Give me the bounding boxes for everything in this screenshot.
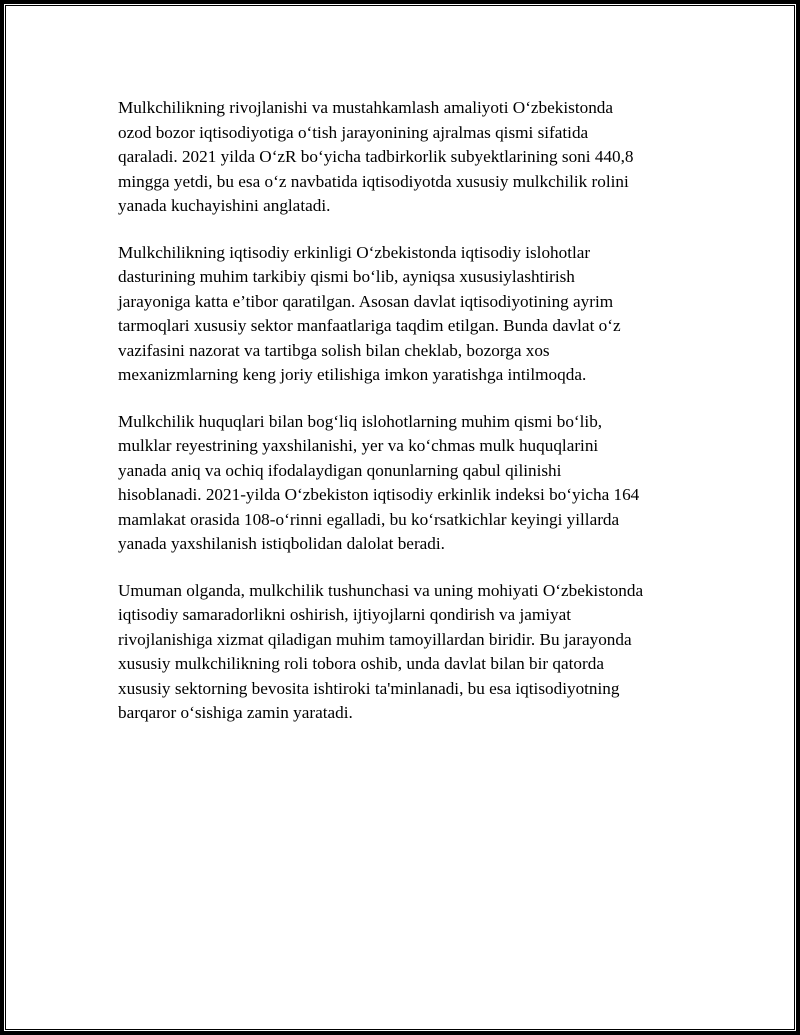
paragraph-4: Umuman olganda, mulkchilik tushunchasi va uning mohiyati O‘zbekistonda iqtisodiy samaradorlikni oshirish, ijtiyojlarni qondirish va jamiyat rivojlanishiga xizmat qiladigan muhim tamoyillardan biridir. Bu jarayonda xususiy mulkchilikning roli tobora oshib, unda davlat bilan bir qatorda xususiy sektorning bevosita ishtiroki ta'minlanadi, bu esa iqtisodiyotning barqaror o‘sishiga zamin yaratadi. bbox=[118, 580, 644, 722]
paragraph-2: Mulkchilikning iqtisodiy erkinligi O‘zbekistonda iqtisodiy islohotlar dasturining muhim tarkibiy qismi bo‘lib, ayniqsa xususiylashtirish jarayoniga katta e’tibor qaratilgan. Asosan davlat iqtisodiyotining ayrim tarmoqlari xususiy sektor manfaatlariga taqdim etilgan. Bunda davlat o‘z vazifasini nazorat va tartibga solish bilan cheklab, bozorga xos mexanizmlarning keng joriy etilishiga imkon yaratishga intilmoqda. bbox=[118, 242, 621, 384]
document-body bbox=[118, 96, 698, 748]
paragraph-3: Mulkchilik huquqlari bilan bog‘liq islohotlarning muhim qismi bo‘lib, mulklar reyestrining yaxshilanishi, yer va ko‘chmas mulk huquqlarini yanada aniq va ochiq ifodalaydigan qonunlarning qabul qilinishi hisoblanadi. 2021-yilda O‘zbekiston iqtisodiy erkinlik indeksi bo‘yicha 164 mamlakat orasida 108-o‘rinni egalladi, bu ko‘rsatkichlar keyingi yillarda yanada yaxshilanish istiqbolidan dalolat beradi. bbox=[118, 411, 640, 553]
paragraph-1: Mulkchilikning rivojlanishi va mustahkamlash amaliyoti O‘zbekistonda ozod bozor iqtisodiyotiga o‘tish jarayonining ajralmas qismi sifatida qaraladi. 2021 yilda O‘zR bo‘yicha tadbirkorlik subyektlarining soni 440,8 mingga yetdi, bu esa o‘z navbatida iqtisodiyotda xususiy mulkchilik rolini yanada kuchayishini anglatadi. bbox=[118, 98, 634, 215]
